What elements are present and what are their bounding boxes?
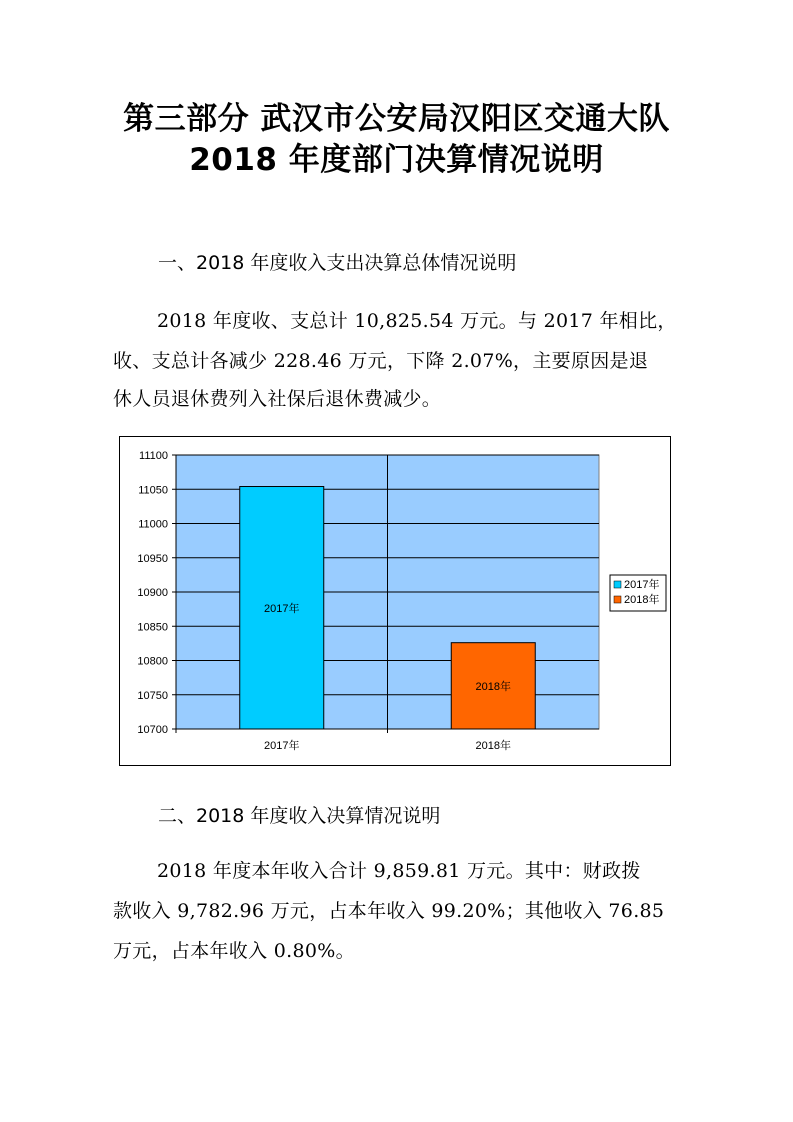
y-tick-label: 11050 <box>138 484 168 497</box>
section2-paragraph-line: 万元，占本年收入 0.80%。 <box>113 940 355 962</box>
page-title-line2: 2018 年度部门决算情况说明 <box>189 142 604 178</box>
revenue-expenditure-chart <box>119 436 671 766</box>
section1-paragraph-line: 收、支总计各减少 228.46 万元，下降 2.07%，主要原因是退 <box>113 350 649 372</box>
y-tick-label: 10950 <box>137 552 168 565</box>
legend-swatch <box>614 581 621 588</box>
y-tick-label: 10900 <box>137 587 168 599</box>
section1-paragraph-line: 休人员退休费列入社保后退休费减少。 <box>113 388 442 410</box>
y-tick-label: 10750 <box>137 689 168 702</box>
section2-heading: 二、2018 年度收入决算情况说明 <box>158 805 441 827</box>
section1-heading: 一、2018 年度收入支出决算总体情况说明 <box>158 252 517 274</box>
legend-label: 2018年 <box>624 594 660 606</box>
y-tick-label: 10800 <box>137 655 168 668</box>
bar-data-label: 2017年 <box>264 602 300 615</box>
x-tick-label: 2018年 <box>475 740 511 752</box>
legend-swatch <box>614 596 621 603</box>
page-title-line1: 第三部分 武汉市公安局汉阳区交通大队 <box>123 101 670 137</box>
y-tick-label: 10700 <box>137 724 168 736</box>
bar-data-label: 2018年 <box>475 680 511 693</box>
x-tick-label: 2017年 <box>264 740 300 752</box>
chart-svg <box>120 437 670 765</box>
section2-paragraph-line: 款收入 9,782.96 万元，占本年收入 99.20%；其他收入 76.85 <box>113 900 665 922</box>
y-tick-label: 11000 <box>138 518 168 531</box>
y-tick-label: 10850 <box>137 621 168 634</box>
section1-paragraph-line: 2018 年度收、支总计 10,825.54 万元。与 2017 年相比， <box>157 310 677 332</box>
legend-label: 2017年 <box>624 579 660 591</box>
section2-paragraph-line: 2018 年度本年收入合计 9,859.81 万元。其中：财政拨 <box>157 860 641 882</box>
y-tick-label: 11100 <box>139 450 168 462</box>
